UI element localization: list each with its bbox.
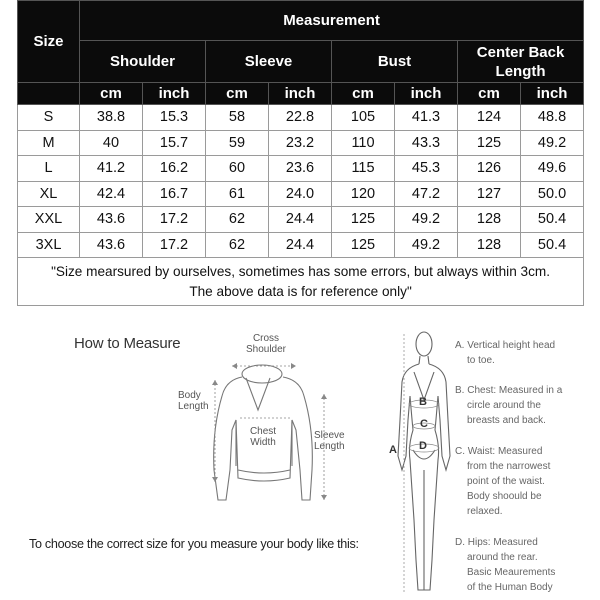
- sleeve-header: Sleeve: [206, 41, 332, 83]
- letter-c: C: [420, 418, 428, 430]
- how-to-measure-title: How to Measure: [74, 335, 181, 352]
- shoulder-header: Shoulder: [80, 41, 206, 83]
- value-cell: 50.4: [521, 207, 584, 233]
- sleeve-length-label: [314, 430, 354, 452]
- note-c-line1: C. Waist: Measured: [455, 446, 543, 457]
- value-cell: 24.0: [269, 181, 332, 207]
- value-cell: 49.2: [395, 232, 458, 258]
- value-cell: 62: [206, 232, 269, 258]
- center-back-line2: Length: [495, 62, 546, 80]
- note-c-line2: from the narrowest: [467, 461, 551, 472]
- value-cell: 42.4: [80, 181, 143, 207]
- bust-header: Bust: [332, 41, 458, 83]
- note-d-line2: around the rear.: [467, 552, 538, 563]
- note-b-line2: circle around the: [467, 400, 541, 411]
- value-cell: 61: [206, 181, 269, 207]
- size-cell: S: [18, 105, 80, 131]
- value-cell: 41.3: [395, 105, 458, 131]
- value-cell: 115: [332, 156, 395, 182]
- value-cell: 49.2: [395, 207, 458, 233]
- chest-width-line2: Width: [250, 437, 276, 448]
- unit-cell: inch: [521, 83, 584, 105]
- value-cell: 124: [458, 105, 521, 131]
- unit-cell: cm: [458, 83, 521, 105]
- value-cell: 127: [458, 181, 521, 207]
- value-cell: 49.6: [521, 156, 584, 182]
- note-a-line2: to toe.: [467, 355, 495, 366]
- size-column-header: Size: [18, 1, 80, 83]
- unit-cell: cm: [206, 83, 269, 105]
- value-cell: 24.4: [269, 207, 332, 233]
- note-c-line5: relaxed.: [467, 506, 503, 517]
- value-cell: 125: [332, 207, 395, 233]
- value-cell: 50.0: [521, 181, 584, 207]
- value-cell: 23.6: [269, 156, 332, 182]
- center-back-line1: Center Back: [476, 43, 565, 61]
- size-cell: M: [18, 130, 80, 156]
- human-body-figure: [398, 332, 450, 590]
- unit-cell: cm: [332, 83, 395, 105]
- value-cell: 62: [206, 207, 269, 233]
- chest-width-line1: Chest: [249, 426, 277, 437]
- value-cell: 16.7: [143, 181, 206, 207]
- value-cell: 40: [80, 130, 143, 156]
- value-cell: 43.6: [80, 207, 143, 233]
- value-cell: 126: [458, 156, 521, 182]
- disclaimer-line2: The above data is for reference only": [189, 283, 412, 299]
- value-cell: 47.2: [395, 181, 458, 207]
- value-cell: 58: [206, 105, 269, 131]
- value-cell: 50.4: [521, 232, 584, 258]
- size-cell: XXL: [18, 207, 80, 233]
- note-c-line4: Body shoould be: [467, 491, 542, 502]
- value-cell: 45.3: [395, 156, 458, 182]
- unit-cell: cm: [80, 83, 143, 105]
- cross-shoulder-line1: Cross: [252, 333, 280, 344]
- cross-shoulder-line2: Shoulder: [245, 344, 287, 355]
- value-cell: 16.2: [143, 156, 206, 182]
- size-cell: L: [18, 156, 80, 182]
- body-length-label: [178, 390, 214, 412]
- measurement-header: Measurement: [80, 1, 584, 41]
- letter-d: D: [419, 440, 427, 452]
- value-cell: 128: [458, 232, 521, 258]
- chest-width-label: [240, 426, 286, 448]
- note-b-line3: breasts and back.: [467, 415, 546, 426]
- value-cell: 125: [332, 232, 395, 258]
- note-d-line3: Basic Meaurements: [467, 567, 556, 578]
- value-cell: 60: [206, 156, 269, 182]
- value-cell: 59: [206, 130, 269, 156]
- note-height: [455, 338, 585, 368]
- body-length-line2: Length: [178, 401, 209, 412]
- note-chest: [455, 383, 585, 428]
- size-cell: XL: [18, 181, 80, 207]
- letter-b: B: [419, 396, 427, 408]
- value-cell: 110: [332, 130, 395, 156]
- body-length-line1: Body: [178, 390, 201, 401]
- value-cell: 105: [332, 105, 395, 131]
- measure-instruction: To choose the correct size for you measure your body like this:: [29, 537, 359, 551]
- value-cell: 41.2: [80, 156, 143, 182]
- value-cell: 125: [458, 130, 521, 156]
- unit-cell: inch: [143, 83, 206, 105]
- note-d-line4: of the Human Body: [467, 582, 553, 593]
- sleeve-length-line2: Length: [314, 441, 345, 452]
- value-cell: 43.3: [395, 130, 458, 156]
- note-b-line1: B. Chest: Measured in a: [455, 385, 563, 396]
- note-d-line1: D. Hips: Measured: [455, 537, 538, 548]
- value-cell: 49.2: [521, 130, 584, 156]
- value-cell: 15.7: [143, 130, 206, 156]
- note-a-line1: A. Vertical height head: [455, 340, 556, 351]
- disclaimer-line1: "Size mearsured by ourselves, sometimes has some errors, but always within 3cm.: [51, 263, 550, 279]
- value-cell: 17.2: [143, 207, 206, 233]
- unit-cell: inch: [395, 83, 458, 105]
- value-cell: 17.2: [143, 232, 206, 258]
- value-cell: 128: [458, 207, 521, 233]
- letter-a: A: [389, 444, 397, 456]
- note-hips: [455, 535, 585, 595]
- sleeve-length-line1: Sleeve: [314, 430, 345, 441]
- value-cell: 23.2: [269, 130, 332, 156]
- note-c-line3: point of the waist.: [467, 476, 545, 487]
- value-cell: 15.3: [143, 105, 206, 131]
- size-cell: 3XL: [18, 232, 80, 258]
- value-cell: 22.8: [269, 105, 332, 131]
- note-waist: [455, 444, 585, 519]
- cross-shoulder-label: [238, 333, 294, 355]
- value-cell: 38.8: [80, 105, 143, 131]
- unit-cell: inch: [269, 83, 332, 105]
- value-cell: 48.8: [521, 105, 584, 131]
- value-cell: 120: [332, 181, 395, 207]
- value-cell: 24.4: [269, 232, 332, 258]
- value-cell: 43.6: [80, 232, 143, 258]
